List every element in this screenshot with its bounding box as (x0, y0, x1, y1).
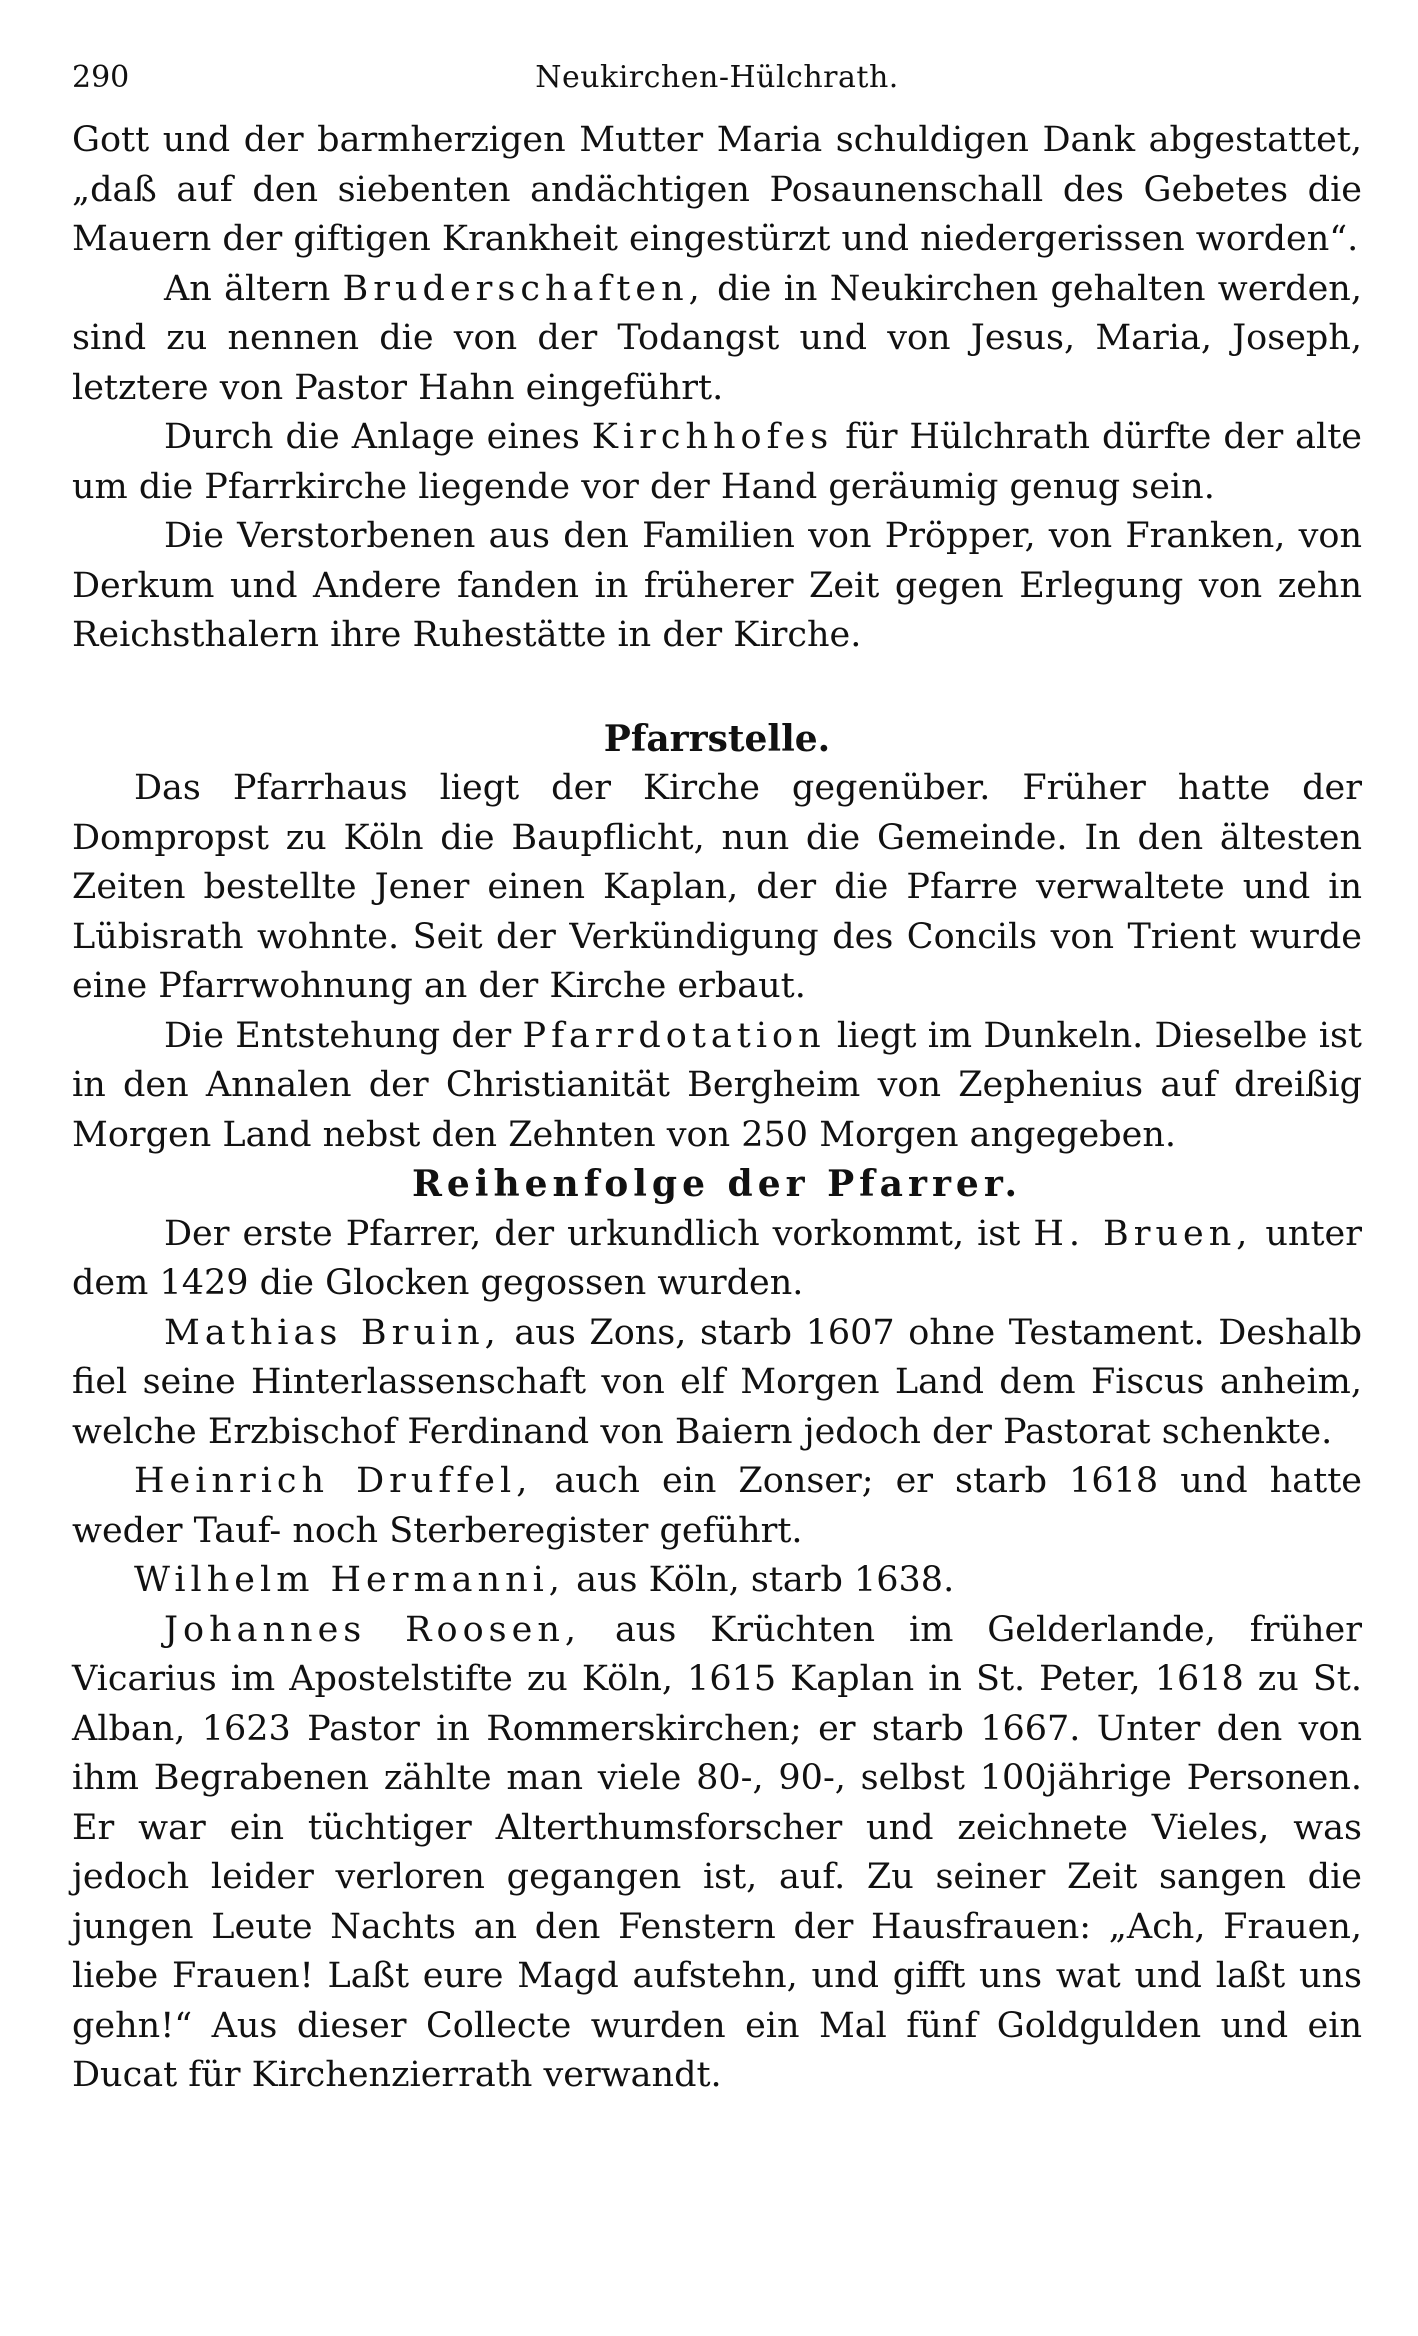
spaced-term: Johannes Roosen, (164, 1609, 582, 1650)
paragraph-text: aus Zons, starb 1607 ohne Testament. Deshalb fiel seine Hinterlassenschaft von elf Morgen Land dem Fiscus anheim, welche Erzbischof Ferdinand von Baiern jedoch der Pastorat schenkte. (72, 1312, 1362, 1452)
spaced-term: Bruderschaften, (342, 268, 705, 309)
paragraph-hermanni (72, 1556, 1362, 1606)
paragraph-text: auch ein Zonser; er starb 1618 und hatte weder Tauf- noch Sterberegister geführt. (72, 1461, 1362, 1551)
paragraph-text: Das Pfarrhaus liegt der Kirche gegenüber. Früher hatte der Dompropst zu Köln die Baupflicht, nun die Gemeinde. In den ältesten Zeiten bestellte Jener einen Kaplan, der die Pfarre verwaltete und in Lübisrath wohnte. Seit der Verkündigung des Concils von Trient wurde eine Pfarrwohnung an der Kirche erbaut. (72, 768, 1362, 1006)
paragraph-bruin (72, 1309, 1362, 1458)
paragraph-text: aus Köln, starb 1638. (576, 1560, 955, 1600)
paragraph-lead: Durch die Anlage eines (164, 417, 580, 457)
spaced-term: Heinrich Druffel, (134, 1461, 533, 1501)
paragraph-verstorbene (72, 512, 1362, 661)
spaced-term: Mathias Bruin, (164, 1312, 501, 1353)
paragraph-text: die in Neukirchen gehalten werden, sind zu nennen die von der Todangst und von Jesus, Maria, Joseph, letztere von Pastor Hahn eingeführt. (72, 268, 1362, 408)
page-number: 290 (72, 60, 130, 95)
paragraph-text: Die Verstorbenen aus den Familien von Pröpper, von Franken, von Derkum und Andere fanden in früherer Zeit gegen Erlegung von zehn Reichsthalern ihre Ruhestätte in der Kirche. (72, 516, 1362, 655)
paragraph-pfarrdotation (72, 1012, 1362, 1161)
paragraph-text: aus Krüchten im Gelderlande, früher Vicarius im Apostelstifte zu Köln, 1615 Kaplan in St. Peter, 1618 zu St. Alban, 1623 Pastor in Rommerskirchen; er starb 1667. Unter den von ihm Begrabenen zählte man viele 80-, 90-, selbst 100jährige Personen. Er war ein tüchtiger Alterthumsforscher und zeichnete Vieles, was jedoch leider verloren gegangen ist, auf. Zu seiner Zeit sangen die jungen Leute Nachts an den Fenstern der Hausfrauen: „Ach, Frauen, liebe Frauen! Laßt eure Magd aufstehn, und gifft uns wat und laßt uns gehn!“ Aus dieser Collecte wurden ein Mal fünf Goldgulden und ein Ducat für Kirchenzierrath verwandt. (72, 1609, 1362, 2095)
paragraph-lead: Der erste Pfarrer, der urkundlich vorkommt, ist (164, 1213, 1021, 1254)
paragraph-text: Gott und der barmherzigen Mutter Maria schuldigen Dank abgestattet, „daß auf den siebenten andächtigen Posaunenschall des Gebetes die Mauern der giftigen Krankheit eingestürzt und niedergerissen worden“. (72, 120, 1362, 259)
spaced-term: Wilhelm Hermanni, (134, 1560, 565, 1600)
spaced-term: Pfarrdotation (522, 1015, 826, 1056)
paragraph-kirchhof (72, 413, 1362, 512)
paragraph-druffel (72, 1457, 1362, 1556)
spaced-term: Kirchhofes (591, 417, 834, 457)
paragraph-lead: An ältern (164, 268, 331, 309)
paragraph-roosen (72, 1606, 1362, 2101)
paragraph-bruderschaften (72, 265, 1362, 414)
spaced-term: H. Bruen, (1033, 1213, 1253, 1254)
running-title: Neukirchen-Hülchrath. (535, 60, 899, 95)
paragraph-continuation (72, 116, 1362, 265)
paragraph-text: liegt im Dunkeln. Dieselbe ist in den Annalen der Christianität Bergheim von Zephenius auf dreißig Morgen Land nebst den Zehnten von 250 Morgen angegeben. (72, 1015, 1362, 1155)
paragraph-text: unter dem 1429 die Glocken gegossen wurden. (72, 1213, 1362, 1303)
section-heading-reihenfolge: Reihenfolge der Pfarrer. (411, 1163, 1023, 1205)
running-head (72, 60, 1362, 116)
paragraph-pfarrhaus (72, 764, 1362, 1012)
section-heading-pfarrstelle: Pfarrstelle. (603, 717, 831, 760)
book-page (72, 60, 1362, 2101)
paragraph-lead: Die Entstehung der (164, 1015, 512, 1056)
paragraph-text: für Hülchrath dürfte der alte um die Pfarrkirche liegende vor der Hand geräumig genug sein. (72, 417, 1362, 507)
paragraph-bruen (72, 1210, 1362, 1309)
